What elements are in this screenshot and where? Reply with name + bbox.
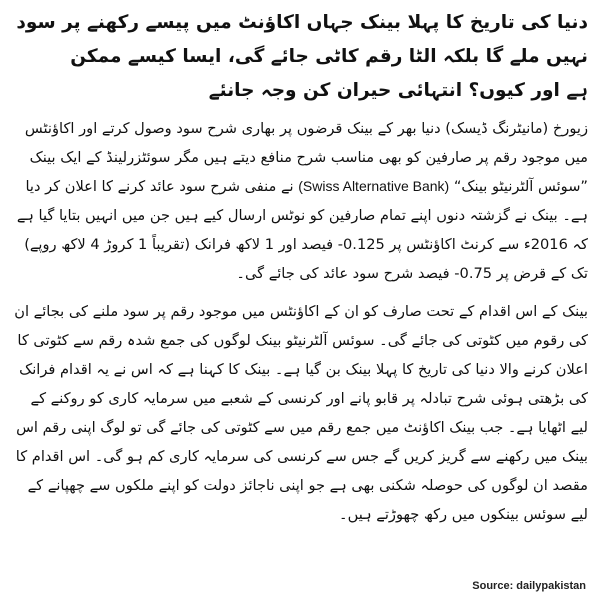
article-paragraph-2 [12,297,588,529]
headline-line-2: ہے اور کیوں؟ انتہائی حیران کن وجہ جانئے [208,80,588,101]
paragraph-1-part-a: زیورخ (مانیٹرنگ ڈیسک) دنیا بھر کے بینک قرضوں پر بھاری شرح سود وصول کرتے اور اکاؤنٹس میں موجود رقم پر صارفین کو بھی مناسب شرح منافع دیتے ہیں مگر سوئٹزرلینڈ کے ایک بینک ”سوئس آلٹرنیٹو بینک“ [24,120,588,195]
article-paragraph-1 [12,114,588,288]
bank-english-name: (Swiss Alternative Bank) [298,178,450,194]
headline-line-1: دنیا کی تاریخ کا پہلا بینک جہاں اکاؤنٹ میں پیسے رکھنے پر سود نہیں ملے گا بلکہ الٹا رقم کاٹی جائے گی، ایسا کیسے ممکن [16,12,588,67]
paragraph-2-text: بینک کے اس اقدام کے تحت صارف کو ان کے اکاؤنٹس میں موجود رقم پر سود ملنے کی بجائے ان کی رقوم میں کٹوتی کی جائے گی۔ سوئس آلٹرنیٹو بینک لوگوں کی جمع شدہ رقم سے کٹوتی کا اعلان کرنے والا دنیا کی تاریخ کا پہلا بینک بن گیا ہے۔ بینک کا کہنا ہے کہ اس نے یہ اقدام فرانک کی بڑھتی ہوئی شرح تبادلہ پر قابو پانے اور کرنسی کے شعبے میں سرمایہ کاری کو روکنے کے لیے اٹھایا ہے۔ جب بینک اکاؤنٹ میں جمع رقم میں سے کٹوتی کی جائے گی تو لوگ اپنی رقم اس بینک میں رکھنے سے گریز کریں گے جس سے کرنسی کی سرمایہ کاری کم ہو گی۔ اس اقدام کا مقصد ان لوگوں کی حوصلہ شکنی بھی ہے جو اپنی ناجائز دولت کو اپنے ملکوں سے چھپانے کے لیے سوئس بینکوں میں رکھ چھوڑتے ہیں۔ [14,303,588,523]
source-credit: Source: dailypakistan [472,580,586,592]
paragraph-1-part-b: نے منفی شرح سود عائد کرنے کا اعلان کر دیا ہے۔ بینک نے گزشتہ دنوں اپنے تمام صارفین کو نوٹس ارسال کیے ہیں جن میں انہیں بتایا گیا ہے کہ 2016ء سے کرنٹ اکاؤنٹس پر 0.125- فیصد اور 1 لاکھ فرانک (تقریباً 1 کروڑ 4 لاکھ روپے) تک کے قرض پر 0.75- فیصد شرح سود عائد کی جائے گی۔ [16,178,588,282]
article-headline [12,6,588,108]
